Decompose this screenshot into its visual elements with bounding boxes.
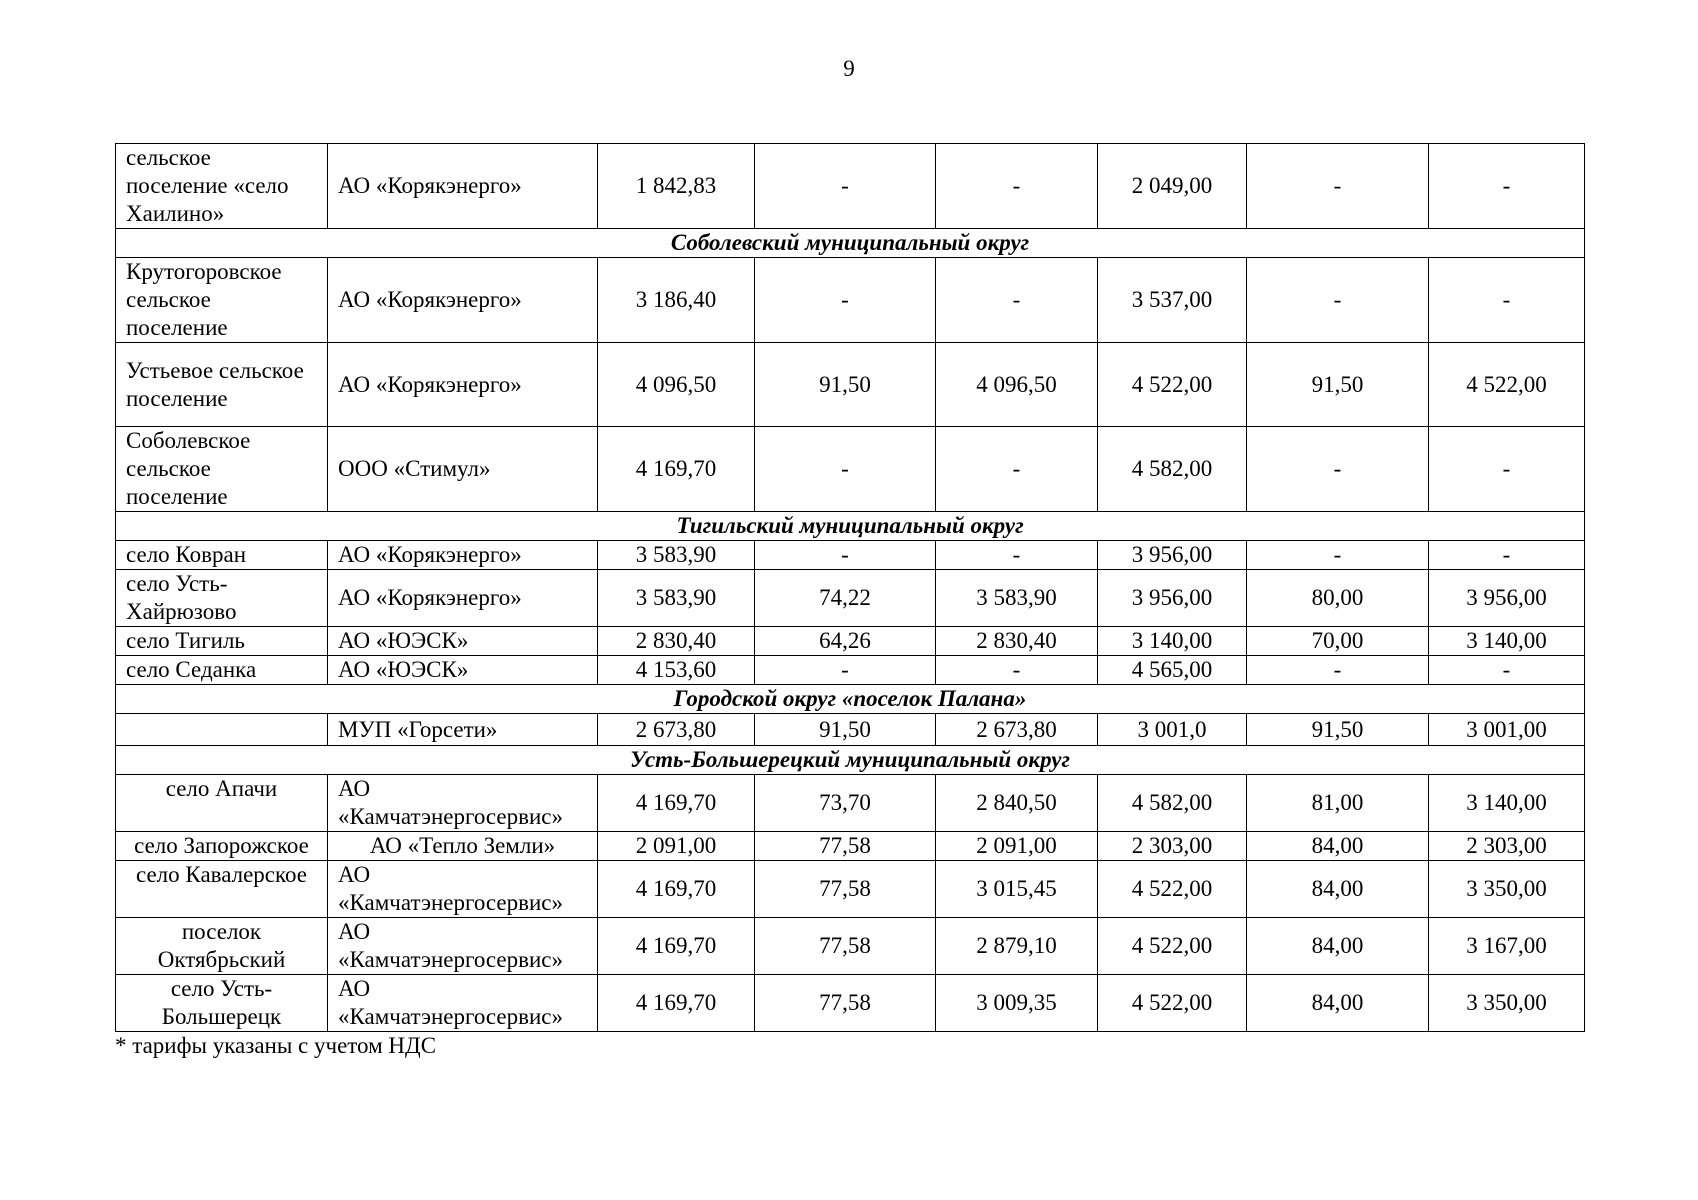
page-number: 9 <box>843 56 855 81</box>
value-cell: - <box>1429 144 1585 229</box>
value-cell: - <box>1247 541 1429 570</box>
value-cell: 81,00 <box>1247 775 1429 832</box>
section-title: Соболевский муниципальный округ <box>116 229 1585 258</box>
table-row <box>116 861 1585 918</box>
value-cell: - <box>936 656 1098 685</box>
settlement-cell: село Седанка <box>116 656 328 685</box>
value-cell: 91,50 <box>1247 343 1429 427</box>
organization-cell: МУП «Горсети» <box>328 714 598 746</box>
table-row <box>116 427 1585 512</box>
value-cell: - <box>755 144 936 229</box>
value-cell: 3 350,00 <box>1429 861 1585 918</box>
value-cell: 4 522,00 <box>1429 343 1585 427</box>
value-cell: 4 582,00 <box>1098 775 1247 832</box>
section-title: Усть-Большерецкий муниципальный округ <box>116 746 1585 775</box>
value-cell: 77,58 <box>755 832 936 861</box>
table-row <box>116 775 1585 832</box>
settlement-cell: Соболевское сельское поселение <box>116 427 328 512</box>
settlement-cell: село Усть-Хайрюзово <box>116 570 328 627</box>
settlement-cell <box>116 714 328 746</box>
value-cell: 2 049,00 <box>1098 144 1247 229</box>
table-row <box>116 570 1585 627</box>
value-cell: 4 522,00 <box>1098 343 1247 427</box>
value-cell: 4 169,70 <box>598 427 755 512</box>
organization-cell: АО «Корякэнерго» <box>328 570 598 627</box>
value-cell: 3 537,00 <box>1098 258 1247 343</box>
value-cell: 2 303,00 <box>1098 832 1247 861</box>
organization-cell: АО «ЮЭСК» <box>328 656 598 685</box>
settlement-cell: село Запорожское <box>116 832 328 861</box>
value-cell: 2 830,40 <box>936 627 1098 656</box>
value-cell: 91,50 <box>755 714 936 746</box>
value-cell: 77,58 <box>755 975 936 1032</box>
value-cell: 4 522,00 <box>1098 918 1247 975</box>
value-cell: 3 956,00 <box>1098 541 1247 570</box>
settlement-cell: Устьевое сельское поселение <box>116 343 328 427</box>
organization-cell: АО «Камчатэнергосервис» <box>328 975 598 1032</box>
settlement-cell: сельское поселение «село Хаилино» <box>116 144 328 229</box>
organization-cell: АО «Камчатэнергосервис» <box>328 775 598 832</box>
value-cell: - <box>1247 427 1429 512</box>
value-cell: 4 153,60 <box>598 656 755 685</box>
value-cell: 4 169,70 <box>598 775 755 832</box>
organization-cell: АО «Тепло Земли» <box>328 832 598 861</box>
value-cell: 77,58 <box>755 918 936 975</box>
footnote: * тарифы указаны с учетом НДС <box>115 1033 437 1058</box>
organization-cell: АО «Корякэнерго» <box>328 258 598 343</box>
value-cell: 3 015,45 <box>936 861 1098 918</box>
settlement-cell: село Кавалерское <box>116 861 328 918</box>
value-cell: 2 830,40 <box>598 627 755 656</box>
value-cell: 84,00 <box>1247 832 1429 861</box>
settlement-cell: село Тигиль <box>116 627 328 656</box>
value-cell: - <box>1429 656 1585 685</box>
value-cell: - <box>1429 541 1585 570</box>
value-cell: 4 096,50 <box>936 343 1098 427</box>
section-title: Тигильский муниципальный округ <box>116 512 1585 541</box>
value-cell: 64,26 <box>755 627 936 656</box>
settlement-cell: Крутогоровское сельское поселение <box>116 258 328 343</box>
value-cell: 3 167,00 <box>1429 918 1585 975</box>
value-cell: 2 840,50 <box>936 775 1098 832</box>
value-cell: 80,00 <box>1247 570 1429 627</box>
value-cell: 84,00 <box>1247 861 1429 918</box>
value-cell: - <box>755 541 936 570</box>
value-cell: 3 583,90 <box>598 570 755 627</box>
value-cell: - <box>755 656 936 685</box>
organization-cell: АО «Камчатэнергосервис» <box>328 861 598 918</box>
table-row <box>116 714 1585 746</box>
section-row <box>116 746 1585 775</box>
value-cell: 2 091,00 <box>598 832 755 861</box>
section-row <box>116 685 1585 714</box>
value-cell: - <box>1247 258 1429 343</box>
settlement-cell: село Апачи <box>116 775 328 832</box>
table-row <box>116 918 1585 975</box>
value-cell: 4 582,00 <box>1098 427 1247 512</box>
value-cell: 3 186,40 <box>598 258 755 343</box>
table-row <box>116 144 1585 229</box>
value-cell: - <box>936 541 1098 570</box>
value-cell: 2 091,00 <box>936 832 1098 861</box>
value-cell: 4 169,70 <box>598 861 755 918</box>
value-cell: 84,00 <box>1247 975 1429 1032</box>
value-cell: - <box>1429 258 1585 343</box>
settlement-cell: поселок Октябрьский <box>116 918 328 975</box>
value-cell: 3 956,00 <box>1429 570 1585 627</box>
value-cell: 2 673,80 <box>598 714 755 746</box>
value-cell: 84,00 <box>1247 918 1429 975</box>
table-row <box>116 343 1585 427</box>
value-cell: 4 096,50 <box>598 343 755 427</box>
table-row <box>116 541 1585 570</box>
table-row <box>116 656 1585 685</box>
organization-cell: АО «Камчатэнергосервис» <box>328 918 598 975</box>
value-cell: 2 879,10 <box>936 918 1098 975</box>
value-cell: - <box>1247 656 1429 685</box>
section-row <box>116 512 1585 541</box>
table-row <box>116 627 1585 656</box>
value-cell: 3 140,00 <box>1098 627 1247 656</box>
tariff-table <box>115 143 1585 1032</box>
value-cell: - <box>936 144 1098 229</box>
value-cell: 70,00 <box>1247 627 1429 656</box>
value-cell: 73,70 <box>755 775 936 832</box>
value-cell: 3 583,90 <box>598 541 755 570</box>
value-cell: 91,50 <box>755 343 936 427</box>
organization-cell: АО «Корякэнерго» <box>328 343 598 427</box>
value-cell: 2 673,80 <box>936 714 1098 746</box>
section-row <box>116 229 1585 258</box>
value-cell: 3 956,00 <box>1098 570 1247 627</box>
value-cell: 4 565,00 <box>1098 656 1247 685</box>
value-cell: - <box>1247 144 1429 229</box>
value-cell: 3 001,0 <box>1098 714 1247 746</box>
value-cell: 3 009,35 <box>936 975 1098 1032</box>
value-cell: 2 303,00 <box>1429 832 1585 861</box>
organization-cell: АО «ЮЭСК» <box>328 627 598 656</box>
value-cell: - <box>755 427 936 512</box>
value-cell: 4 169,70 <box>598 975 755 1032</box>
value-cell: 3 350,00 <box>1429 975 1585 1032</box>
value-cell: 3 583,90 <box>936 570 1098 627</box>
value-cell: 3 140,00 <box>1429 775 1585 832</box>
value-cell: 1 842,83 <box>598 144 755 229</box>
settlement-cell: село Ковран <box>116 541 328 570</box>
section-title: Городской округ «поселок Палана» <box>116 685 1585 714</box>
value-cell: - <box>936 258 1098 343</box>
table-row <box>116 975 1585 1032</box>
value-cell: 77,58 <box>755 861 936 918</box>
value-cell: - <box>755 258 936 343</box>
value-cell: 4 522,00 <box>1098 861 1247 918</box>
table-row <box>116 258 1585 343</box>
value-cell: 91,50 <box>1247 714 1429 746</box>
organization-cell: АО «Корякэнерго» <box>328 144 598 229</box>
value-cell: 74,22 <box>755 570 936 627</box>
value-cell: 4 522,00 <box>1098 975 1247 1032</box>
value-cell: - <box>936 427 1098 512</box>
value-cell: 4 169,70 <box>598 918 755 975</box>
organization-cell: АО «Корякэнерго» <box>328 541 598 570</box>
value-cell: 3 001,00 <box>1429 714 1585 746</box>
value-cell: - <box>1429 427 1585 512</box>
settlement-cell: село Усть-Большерецк <box>116 975 328 1032</box>
table-row <box>116 832 1585 861</box>
value-cell: 3 140,00 <box>1429 627 1585 656</box>
organization-cell: ООО «Стимул» <box>328 427 598 512</box>
